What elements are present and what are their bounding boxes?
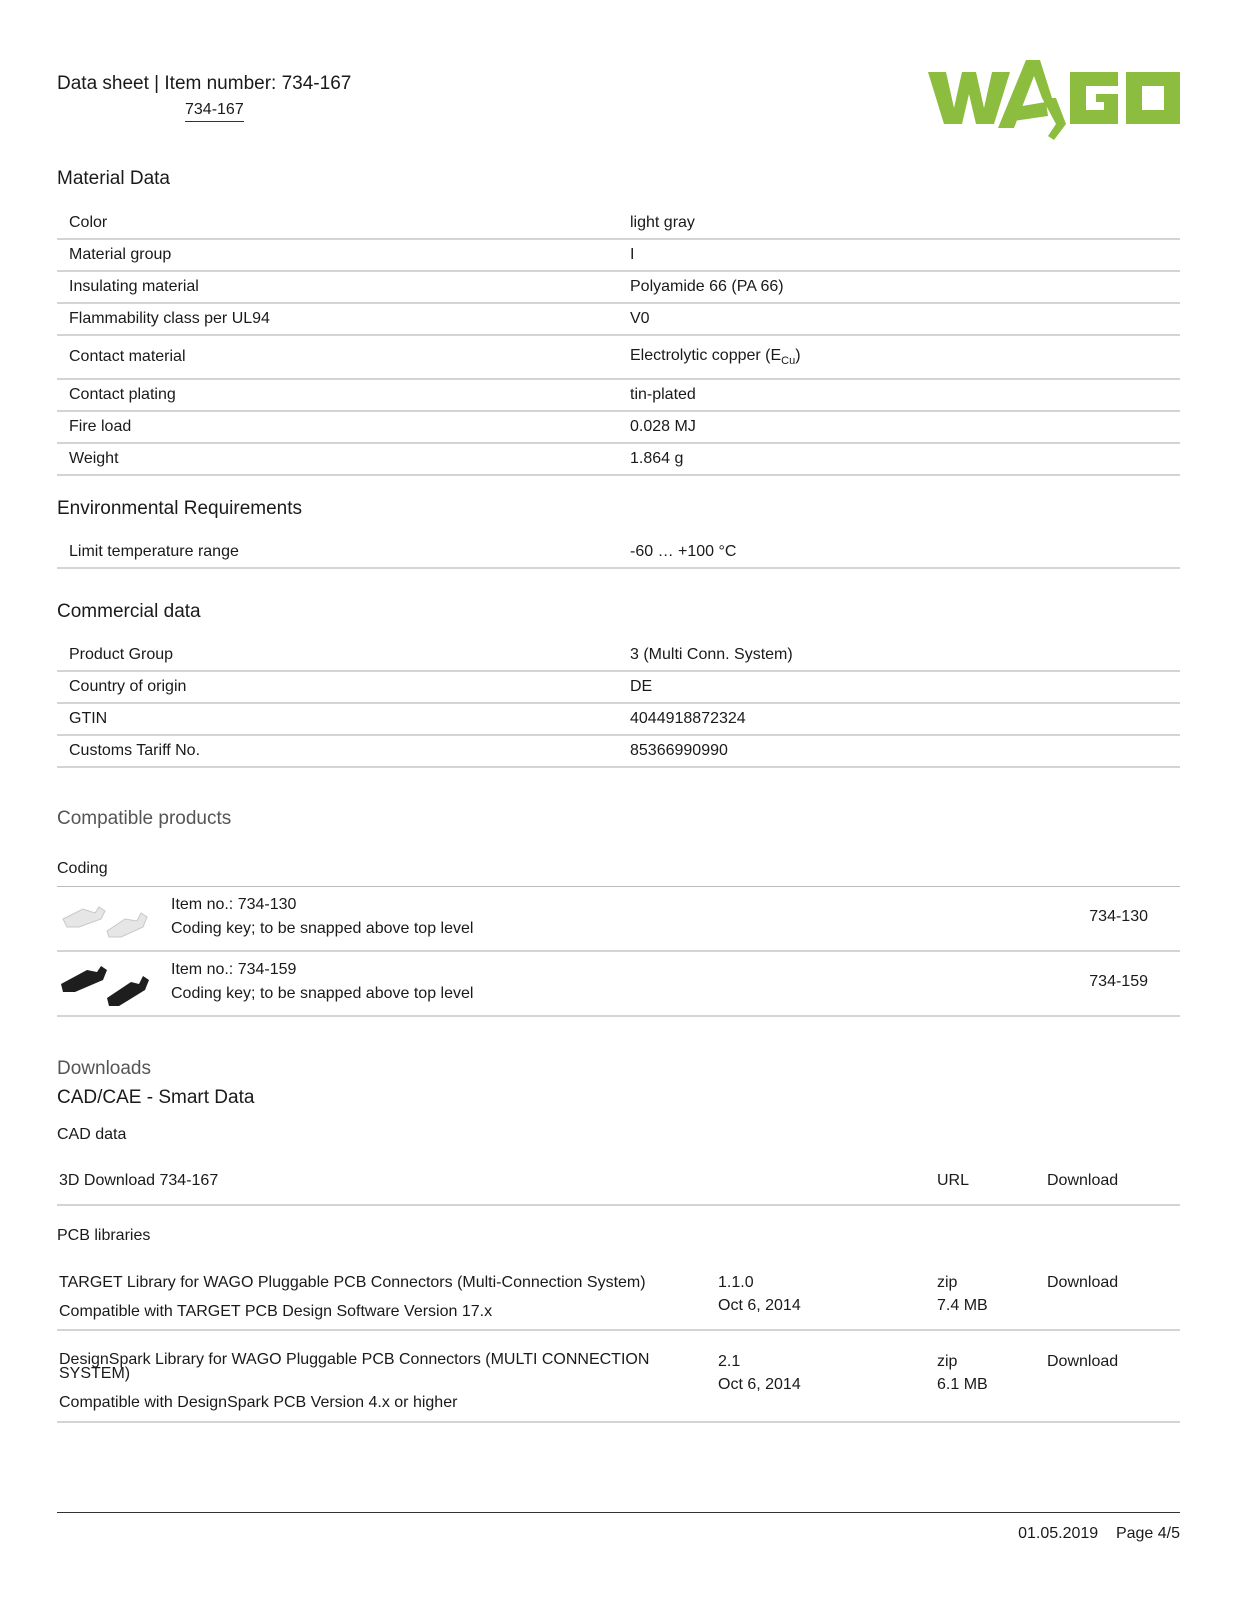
- material-data-title: Material Data: [57, 168, 170, 189]
- row-label: Contact plating: [57, 379, 630, 411]
- value-main: Electrolytic copper (E: [630, 346, 782, 364]
- row-label: Material group: [57, 239, 630, 271]
- row-value: 4044918872324: [630, 703, 1180, 735]
- pcb-library-name: TARGET Library for WAGO Pluggable PCB Connectors (Multi-Connection System): [59, 1274, 646, 1291]
- footer-date: 01.05.2019: [1018, 1525, 1099, 1542]
- coding-key-dark-image: [59, 962, 149, 1006]
- pcb-library-download-button[interactable]: Download: [1047, 1353, 1119, 1370]
- cad-cae-title: CAD/CAE - Smart Data: [57, 1087, 255, 1108]
- pcb-library-size: 6.1 MB: [937, 1376, 988, 1393]
- table-row: [57, 537, 1180, 568]
- commercial-title: Commercial data: [57, 601, 201, 622]
- row-value: I: [630, 239, 1180, 271]
- footer-divider: [57, 1512, 1180, 1513]
- compatible-list: [57, 887, 1180, 1017]
- row-label: Product Group: [57, 640, 630, 671]
- row-value: [630, 335, 1180, 379]
- item-number-label: Item no.: 734-159: [171, 961, 297, 978]
- table-row: [57, 379, 1180, 411]
- footer-page-number: Page 4/5: [1115, 1525, 1180, 1542]
- commercial-table: [57, 640, 1180, 768]
- item-number-link[interactable]: 734-167: [185, 101, 244, 122]
- pcb-library-compat: Compatible with DesignSpark PCB Version 4.x or higher: [59, 1394, 458, 1411]
- row-label: Limit temperature range: [57, 537, 630, 568]
- row-value: DE: [630, 671, 1180, 703]
- cad-data-subtitle: CAD data: [57, 1126, 127, 1143]
- pcb-library-version: 2.1: [718, 1353, 741, 1370]
- material-data-table: [57, 208, 1180, 476]
- table-row: [57, 208, 1180, 239]
- cad-download-row: [57, 1160, 1180, 1206]
- item-number-link[interactable]: 734-130: [1089, 908, 1148, 925]
- row-label: Weight: [57, 443, 630, 475]
- row-label: Contact material: [57, 335, 630, 379]
- coding-key-light-image: [59, 897, 149, 941]
- table-row: [57, 411, 1180, 443]
- table-row: [57, 303, 1180, 335]
- table-row: [57, 443, 1180, 475]
- pcb-library-download-button[interactable]: Download: [1047, 1274, 1119, 1291]
- row-value: -60 … +100 °C: [630, 537, 1180, 568]
- row-label: GTIN: [57, 703, 630, 735]
- table-row: [57, 735, 1180, 767]
- pcb-library-date: Oct 6, 2014: [718, 1376, 801, 1393]
- value-subscript: Cu: [781, 355, 796, 368]
- table-row: [57, 239, 1180, 271]
- pcb-library-name: DesignSpark Library for WAGO Pluggable PCB Connectors (MULTI CONNECTION SYSTEM): [59, 1351, 650, 1382]
- pcb-library-size: 7.4 MB: [937, 1297, 988, 1314]
- item-description: Coding key; to be snapped above top level: [171, 920, 474, 937]
- row-value: Polyamide 66 (PA 66): [630, 271, 1180, 303]
- row-label: Customs Tariff No.: [57, 735, 630, 767]
- pcb-library-format: zip: [937, 1274, 958, 1291]
- table-row: [57, 640, 1180, 671]
- row-label: Country of origin: [57, 671, 630, 703]
- environmental-title: Environmental Requirements: [57, 498, 303, 519]
- row-value: light gray: [630, 208, 1180, 239]
- pcb-library-format: zip: [937, 1353, 958, 1370]
- table-row: [57, 671, 1180, 703]
- list-item[interactable]: [57, 952, 1180, 1017]
- row-value: 85366990990: [630, 735, 1180, 767]
- pcb-library-compat: Compatible with TARGET PCB Design Software Version 17.x: [59, 1303, 493, 1320]
- wago-logo: [928, 58, 1180, 144]
- row-value: 3 (Multi Conn. System): [630, 640, 1180, 671]
- item-number-link[interactable]: 734-159: [1089, 973, 1148, 990]
- compatible-title: Compatible products: [57, 808, 232, 829]
- cad-download-name: 3D Download 734-167: [59, 1172, 219, 1189]
- pcb-library-row: [57, 1262, 1180, 1331]
- pcb-library-date: Oct 6, 2014: [718, 1297, 801, 1314]
- item-description: Coding key; to be snapped above top level: [171, 985, 474, 1002]
- pcb-library-version: 1.1.0: [718, 1274, 754, 1291]
- row-label: Flammability class per UL94: [57, 303, 630, 335]
- row-value: tin-plated: [630, 379, 1180, 411]
- table-row: [57, 703, 1180, 735]
- page-footer: [1018, 1525, 1180, 1543]
- cad-download-type: URL: [937, 1172, 970, 1189]
- row-label: Color: [57, 208, 630, 239]
- table-row: [57, 271, 1180, 303]
- row-label: Fire load: [57, 411, 630, 443]
- row-value: 1.864 g: [630, 443, 1180, 475]
- downloads-title: Downloads: [57, 1058, 151, 1079]
- row-label: Insulating material: [57, 271, 630, 303]
- pcb-library-row: [57, 1331, 1180, 1423]
- cad-download-button[interactable]: Download: [1047, 1172, 1119, 1189]
- row-value: 0.028 MJ: [630, 411, 1180, 443]
- pcb-libraries-subtitle: PCB libraries: [57, 1227, 151, 1244]
- coding-subtitle: Coding: [57, 860, 108, 877]
- page-title: Data sheet | Item number: 734-167: [57, 73, 352, 94]
- table-row: [57, 335, 1180, 379]
- row-value: V0: [630, 303, 1180, 335]
- datasheet-page: [57, 0, 1180, 1600]
- list-item[interactable]: [57, 887, 1180, 952]
- item-number-label: Item no.: 734-130: [171, 896, 297, 913]
- value-end: ): [795, 346, 801, 364]
- environmental-table: [57, 537, 1180, 569]
